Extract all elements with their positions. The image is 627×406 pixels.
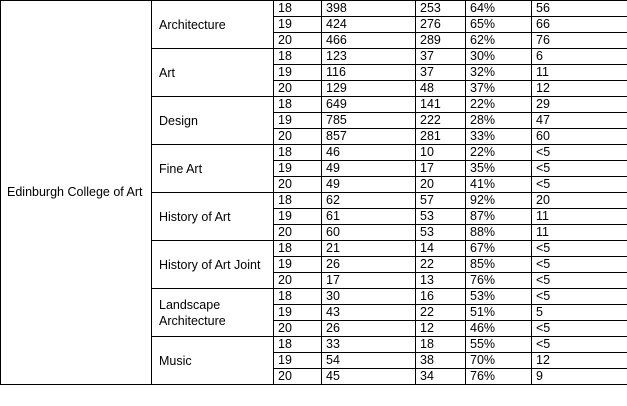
offers-cell: 20 bbox=[416, 177, 466, 193]
count-cell: 11 bbox=[532, 225, 627, 241]
offers-cell: 53 bbox=[416, 225, 466, 241]
count-cell: 5 bbox=[532, 305, 627, 321]
offers-cell: 17 bbox=[416, 161, 466, 177]
year-cell: 19 bbox=[274, 209, 322, 225]
offers-cell: 48 bbox=[416, 81, 466, 97]
year-cell: 18 bbox=[274, 1, 322, 17]
percent-cell: 85% bbox=[466, 257, 532, 273]
year-cell: 19 bbox=[274, 305, 322, 321]
year-cell: 18 bbox=[274, 145, 322, 161]
percent-cell: 92% bbox=[466, 193, 532, 209]
count-cell: <5 bbox=[532, 161, 627, 177]
offers-cell: 34 bbox=[416, 369, 466, 385]
applications-cell: 649 bbox=[322, 97, 416, 113]
offers-cell: 22 bbox=[416, 257, 466, 273]
table-body bbox=[1, 1, 627, 385]
offers-cell: 18 bbox=[416, 337, 466, 353]
year-cell: 18 bbox=[274, 49, 322, 65]
year-cell: 19 bbox=[274, 17, 322, 33]
count-cell: 12 bbox=[532, 353, 627, 369]
applications-cell: 49 bbox=[322, 177, 416, 193]
count-cell: <5 bbox=[532, 177, 627, 193]
offers-cell: 37 bbox=[416, 49, 466, 65]
count-cell: <5 bbox=[532, 241, 627, 257]
applications-cell: 17 bbox=[322, 273, 416, 289]
applications-cell: 30 bbox=[322, 289, 416, 305]
applications-cell: 43 bbox=[322, 305, 416, 321]
year-cell: 18 bbox=[274, 241, 322, 257]
year-cell: 19 bbox=[274, 161, 322, 177]
count-cell: <5 bbox=[532, 321, 627, 337]
percent-cell: 37% bbox=[466, 81, 532, 97]
year-cell: 20 bbox=[274, 273, 322, 289]
percent-cell: 87% bbox=[466, 209, 532, 225]
percent-cell: 46% bbox=[466, 321, 532, 337]
subject-name-cell: History of Art Joint bbox=[152, 241, 274, 289]
year-cell: 19 bbox=[274, 353, 322, 369]
percent-cell: 76% bbox=[466, 273, 532, 289]
applications-cell: 424 bbox=[322, 17, 416, 33]
offers-cell: 141 bbox=[416, 97, 466, 113]
count-cell: <5 bbox=[532, 289, 627, 305]
applications-cell: 785 bbox=[322, 113, 416, 129]
count-cell: 12 bbox=[532, 81, 627, 97]
percent-cell: 35% bbox=[466, 161, 532, 177]
offers-cell: 10 bbox=[416, 145, 466, 161]
year-cell: 20 bbox=[274, 369, 322, 385]
applications-cell: 45 bbox=[322, 369, 416, 385]
count-cell: 60 bbox=[532, 129, 627, 145]
applications-cell: 21 bbox=[322, 241, 416, 257]
applications-cell: 123 bbox=[322, 49, 416, 65]
percent-cell: 67% bbox=[466, 241, 532, 257]
offers-cell: 53 bbox=[416, 209, 466, 225]
year-cell: 20 bbox=[274, 225, 322, 241]
offers-cell: 13 bbox=[416, 273, 466, 289]
percent-cell: 30% bbox=[466, 49, 532, 65]
count-cell: 11 bbox=[532, 209, 627, 225]
subject-name-cell: Fine Art bbox=[152, 145, 274, 193]
year-cell: 18 bbox=[274, 337, 322, 353]
year-cell: 20 bbox=[274, 321, 322, 337]
percent-cell: 32% bbox=[466, 65, 532, 81]
subject-name-cell: Architecture bbox=[152, 1, 274, 49]
offers-cell: 276 bbox=[416, 17, 466, 33]
percent-cell: 33% bbox=[466, 129, 532, 145]
percent-cell: 51% bbox=[466, 305, 532, 321]
applications-cell: 857 bbox=[322, 129, 416, 145]
applications-cell: 62 bbox=[322, 193, 416, 209]
offers-cell: 37 bbox=[416, 65, 466, 81]
offers-cell: 222 bbox=[416, 113, 466, 129]
offers-cell: 14 bbox=[416, 241, 466, 257]
offers-cell: 38 bbox=[416, 353, 466, 369]
offers-cell: 281 bbox=[416, 129, 466, 145]
subject-name-cell: Art bbox=[152, 49, 274, 97]
year-cell: 18 bbox=[274, 289, 322, 305]
percent-cell: 70% bbox=[466, 353, 532, 369]
percent-cell: 22% bbox=[466, 97, 532, 113]
college-name-cell: Edinburgh College of Art bbox=[1, 1, 152, 385]
year-cell: 19 bbox=[274, 65, 322, 81]
count-cell: 29 bbox=[532, 97, 627, 113]
year-cell: 18 bbox=[274, 193, 322, 209]
offers-cell: 289 bbox=[416, 33, 466, 49]
percent-cell: 62% bbox=[466, 33, 532, 49]
percent-cell: 76% bbox=[466, 369, 532, 385]
count-cell: 11 bbox=[532, 65, 627, 81]
applications-cell: 46 bbox=[322, 145, 416, 161]
count-cell: 47 bbox=[532, 113, 627, 129]
count-cell: <5 bbox=[532, 337, 627, 353]
count-cell: <5 bbox=[532, 257, 627, 273]
count-cell: 66 bbox=[532, 17, 627, 33]
offers-cell: 12 bbox=[416, 321, 466, 337]
year-cell: 20 bbox=[274, 81, 322, 97]
year-cell: 20 bbox=[274, 129, 322, 145]
percent-cell: 88% bbox=[466, 225, 532, 241]
year-cell: 18 bbox=[274, 97, 322, 113]
percent-cell: 41% bbox=[466, 177, 532, 193]
year-cell: 20 bbox=[274, 177, 322, 193]
offers-cell: 253 bbox=[416, 1, 466, 17]
count-cell: 20 bbox=[532, 193, 627, 209]
applications-cell: 129 bbox=[322, 81, 416, 97]
percent-cell: 22% bbox=[466, 145, 532, 161]
count-cell: 76 bbox=[532, 33, 627, 49]
applications-cell: 33 bbox=[322, 337, 416, 353]
count-cell: <5 bbox=[532, 273, 627, 289]
subject-name-cell: Design bbox=[152, 97, 274, 145]
applications-cell: 61 bbox=[322, 209, 416, 225]
year-cell: 19 bbox=[274, 257, 322, 273]
percent-cell: 53% bbox=[466, 289, 532, 305]
count-cell: 56 bbox=[532, 1, 627, 17]
percent-cell: 55% bbox=[466, 337, 532, 353]
table-row bbox=[1, 1, 627, 17]
count-cell: 6 bbox=[532, 49, 627, 65]
year-cell: 20 bbox=[274, 33, 322, 49]
offers-cell: 22 bbox=[416, 305, 466, 321]
offers-cell: 16 bbox=[416, 289, 466, 305]
year-cell: 19 bbox=[274, 113, 322, 129]
applications-cell: 466 bbox=[322, 33, 416, 49]
applications-cell: 49 bbox=[322, 161, 416, 177]
percent-cell: 64% bbox=[466, 1, 532, 17]
applications-cell: 26 bbox=[322, 257, 416, 273]
count-cell: 9 bbox=[532, 369, 627, 385]
applications-cell: 26 bbox=[322, 321, 416, 337]
applications-cell: 116 bbox=[322, 65, 416, 81]
applications-cell: 60 bbox=[322, 225, 416, 241]
subject-name-cell: History of Art bbox=[152, 193, 274, 241]
applications-cell: 398 bbox=[322, 1, 416, 17]
percent-cell: 28% bbox=[466, 113, 532, 129]
applications-cell: 54 bbox=[322, 353, 416, 369]
percent-cell: 65% bbox=[466, 17, 532, 33]
subject-name-cell: Music bbox=[152, 337, 274, 385]
subject-name-cell: Landscape Architecture bbox=[152, 289, 274, 337]
count-cell: <5 bbox=[532, 145, 627, 161]
offers-cell: 57 bbox=[416, 193, 466, 209]
